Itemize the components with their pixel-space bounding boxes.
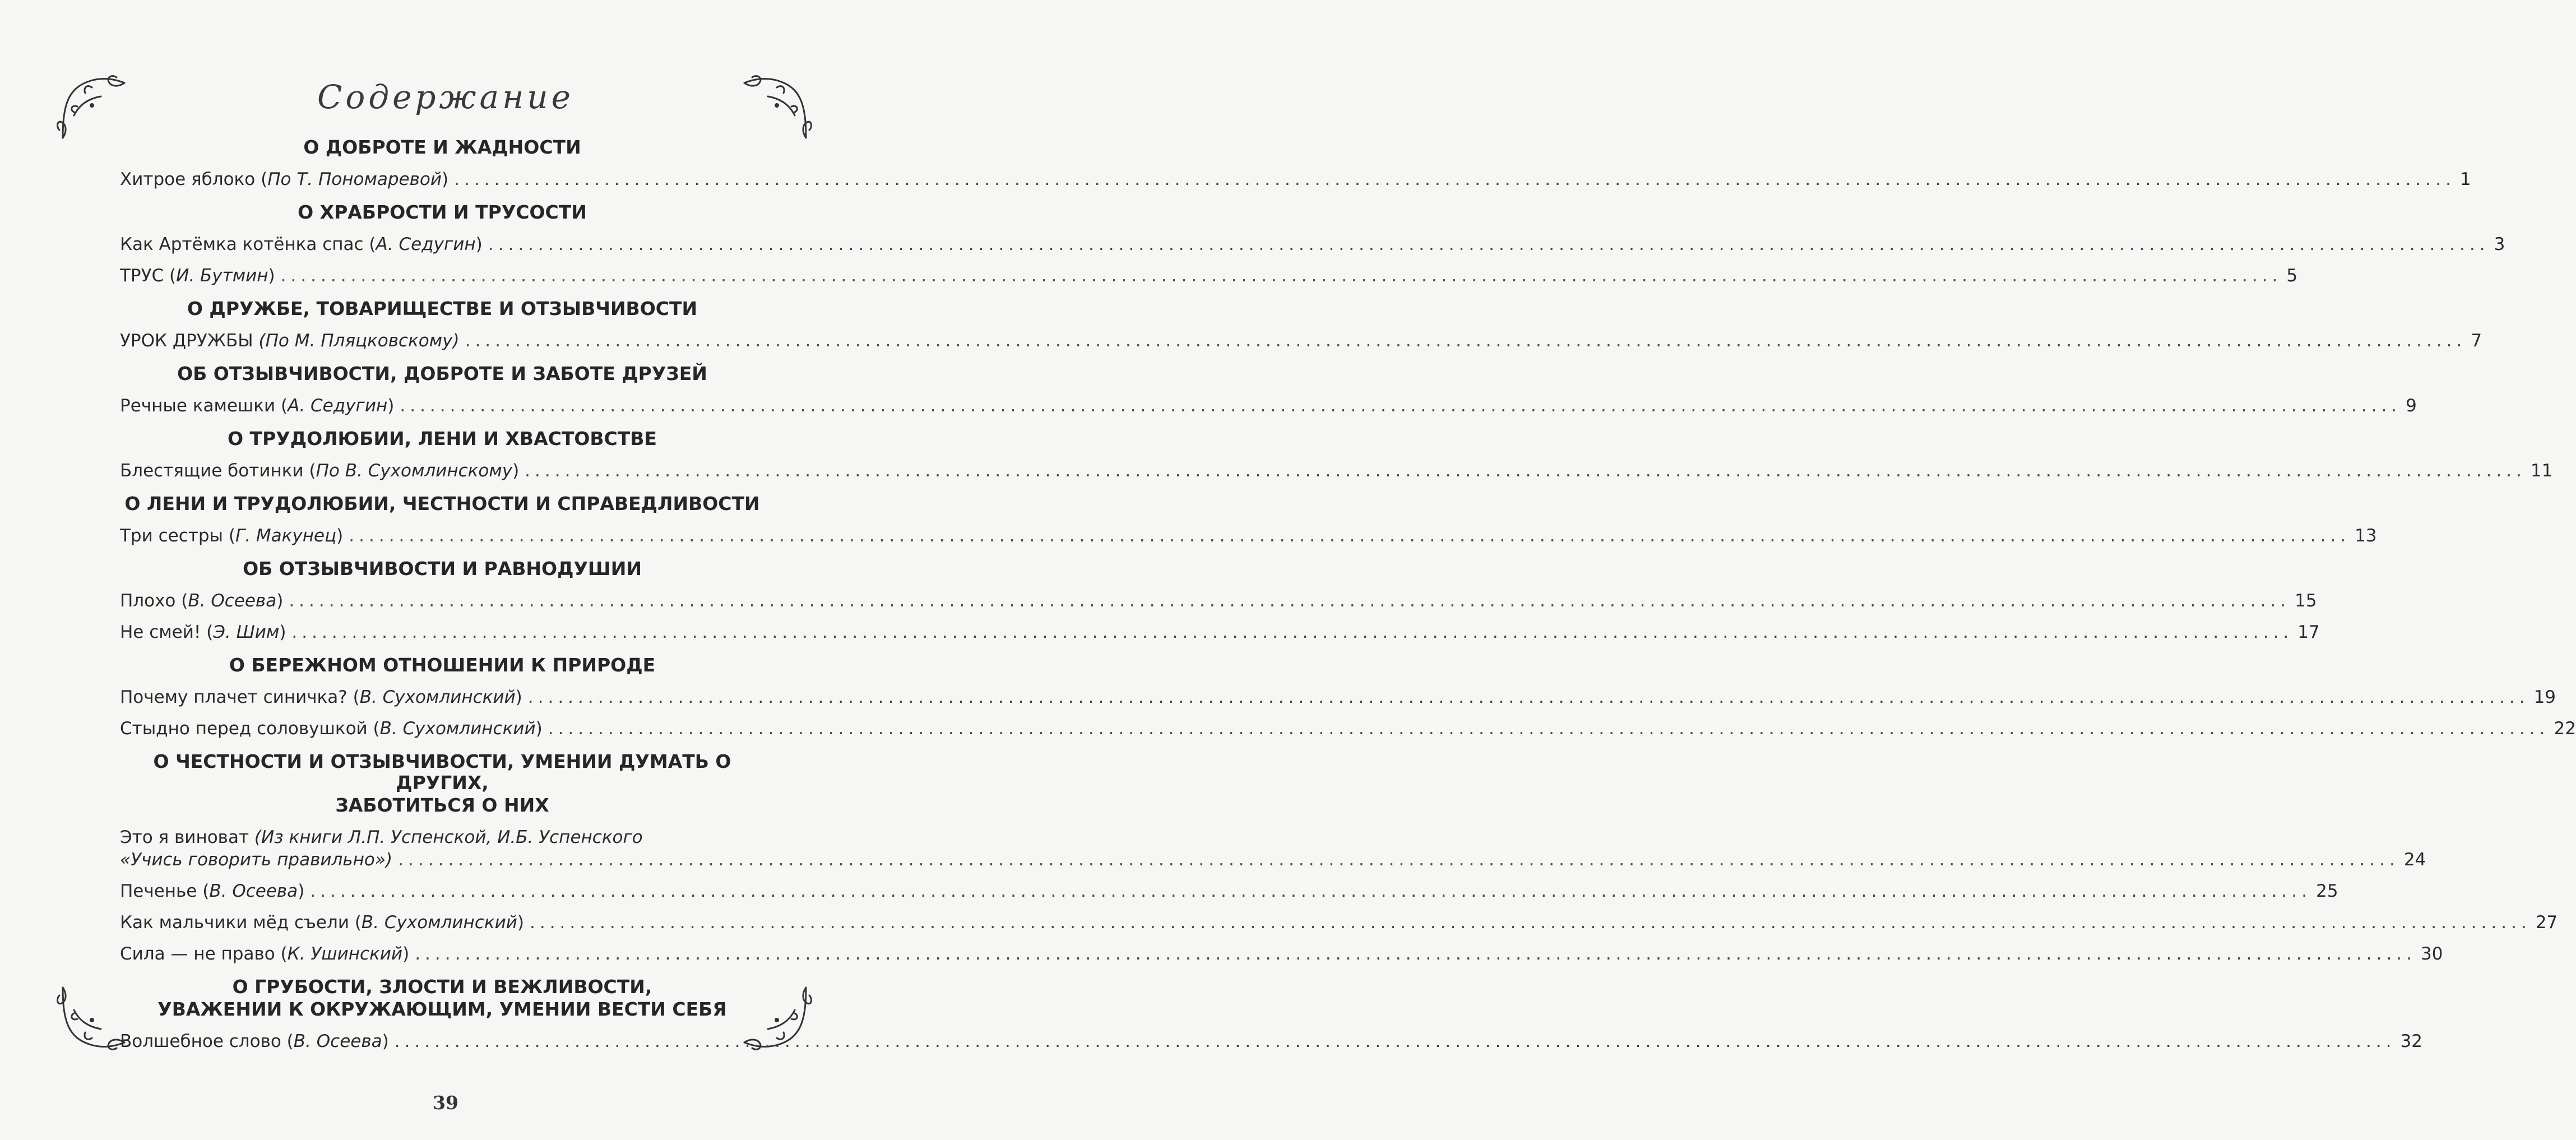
- story-title-close: ): [512, 461, 520, 481]
- story-title: [120, 912, 524, 933]
- section-heading: [120, 298, 765, 319]
- story-title-text: Речные камешки (: [120, 396, 288, 416]
- story-title-close: ): [382, 1031, 389, 1051]
- story-title-close: ): [402, 944, 410, 964]
- section-gap: [120, 286, 765, 289]
- section-heading-line: О ТРУДОЛЮБИИ, ЛЕНИ И ХВАСТОВСТВЕ: [228, 428, 657, 449]
- section-heading: [120, 558, 765, 580]
- story-title-close: ): [475, 234, 483, 254]
- story-title: [120, 526, 343, 546]
- toc-entry-line: [120, 850, 2426, 870]
- toc-entry: [120, 687, 2556, 707]
- dot-leader: ........................................................................................................................................................................................................: [398, 850, 2399, 870]
- dot-leader: ........................................................................................................................................................................................................: [530, 912, 2531, 933]
- dot-leader: ........................................................................................................................................................................................................: [454, 169, 2455, 189]
- dot-leader: ........................................................................................................................................................................................................: [310, 881, 2312, 901]
- dot-leader: ........................................................................................................................................................................................................: [289, 591, 2291, 611]
- section-heading-line: О ДОБРОТЕ И ЖАДНОСТИ: [303, 136, 581, 158]
- toc-entry: [120, 944, 2443, 964]
- story-title-close: ): [279, 622, 286, 642]
- dot-leader: ........................................................................................................................................................................................................: [280, 266, 2282, 286]
- section-gap: [120, 642, 765, 646]
- section-heading: [120, 976, 765, 1020]
- story-author: И. Бутмин: [176, 266, 268, 286]
- story-title-close: ): [515, 687, 522, 707]
- page-ref: 25: [2316, 881, 2338, 901]
- story-title-text: Сила — не право (: [120, 944, 288, 964]
- story-title-text: Как мальчики мёд съели (: [120, 912, 362, 933]
- page-ref: 3: [2494, 234, 2505, 254]
- dot-leader: ........................................................................................................................................................................................................: [400, 396, 2402, 416]
- toc-entry: [120, 912, 2558, 933]
- page-ref: 9: [2406, 396, 2417, 416]
- section-heading-line: О ХРАБРОСТИ И ТРУСОСТИ: [298, 201, 587, 223]
- section-heading: [120, 137, 765, 158]
- toc-entry: [120, 526, 2377, 546]
- section-gap: [120, 416, 765, 419]
- section-heading: [120, 493, 765, 515]
- story-author: А. Седугин: [288, 396, 388, 416]
- dot-leader: ........................................................................................................................................................................................................: [465, 331, 2467, 351]
- section-heading-line: ОБ ОТЗЫВЧИВОСТИ, ДОБРОТЕ И ЗАБОТЕ ДРУЗЕЙ: [177, 363, 707, 384]
- story-title-text: Волшебное слово (: [120, 1031, 294, 1051]
- page-ref: 1: [2459, 169, 2471, 189]
- story-title: [120, 169, 448, 189]
- dot-leader: ........................................................................................................................................................................................................: [415, 944, 2417, 964]
- toc-entry: [120, 719, 2576, 739]
- toc-entry: [120, 169, 2471, 189]
- story-author: В. Сухомлинский: [359, 687, 516, 707]
- section-heading-line: О БЕРЕЖНОМ ОТНОШЕНИИ К ПРИРОДЕ: [229, 654, 656, 676]
- story-title: [120, 1031, 389, 1051]
- page-ref: 7: [2471, 331, 2482, 351]
- dot-leader: ........................................................................................................................................................................................................: [349, 526, 2351, 546]
- section-gap: [120, 1051, 765, 1055]
- story-author: (Из книги Л.П. Успенской, И.Б. Успенского: [254, 827, 643, 847]
- story-author: По Т. Пономаревой: [267, 169, 442, 189]
- story-title: [120, 396, 394, 416]
- page-number: 39: [433, 1092, 458, 1114]
- toc-entry-line: [120, 827, 765, 847]
- story-author: В. Сухомлинский: [361, 912, 517, 933]
- toc-entry: [120, 622, 2320, 642]
- dot-leader: ........................................................................................................................................................................................................: [488, 234, 2490, 254]
- story-title: [120, 944, 409, 964]
- section-gap: [120, 546, 765, 549]
- section-heading: [120, 428, 765, 449]
- toc-entry: [120, 827, 2426, 870]
- section-heading: [120, 751, 765, 816]
- dot-leader: ........................................................................................................................................................................................................: [394, 1031, 2396, 1051]
- story-title-text: Блестящие ботинки (: [120, 461, 316, 481]
- toc-entry: [120, 266, 2298, 286]
- story-title-text: Печенье (: [120, 881, 210, 901]
- story-title-close: ): [336, 526, 344, 546]
- story-title: [120, 827, 643, 847]
- story-title-close: ): [387, 396, 395, 416]
- page-ref: 30: [2421, 944, 2443, 964]
- story-title-text: Это я виноват: [120, 827, 254, 847]
- story-author: (По М. Пляцковскому): [258, 331, 460, 351]
- dot-leader: ........................................................................................................................................................................................................: [527, 687, 2529, 707]
- story-author: По В. Сухомлинскому: [316, 461, 513, 481]
- dot-leader: ........................................................................................................................................................................................................: [525, 461, 2526, 481]
- story-author: Э. Шим: [213, 622, 280, 642]
- corner-ornament-bottom-left: [57, 982, 130, 1055]
- table-of-contents: [120, 136, 2576, 1055]
- section-heading-line: О ЧЕСТНОСТИ И ОТЗЫВЧИВОСТИ, УМЕНИИ ДУМАТЬ О ДРУГИХ,: [153, 750, 731, 794]
- story-author: А. Седугин: [376, 234, 476, 254]
- section-heading-line: О ДРУЖБЕ, ТОВАРИЩЕСТВЕ И ОТЗЫВЧИВОСТИ: [187, 298, 698, 319]
- story-author: Г. Макунец: [235, 526, 337, 546]
- story-title-close: ): [442, 169, 449, 189]
- page-ref: 13: [2355, 526, 2377, 546]
- section-heading-line: ОБ ОТЗЫВЧИВОСТИ И РАВНОДУШИИ: [243, 558, 642, 580]
- section-gap: [120, 189, 765, 193]
- section-heading: [120, 363, 765, 384]
- story-title: [120, 266, 275, 286]
- toc-entry: [120, 461, 2553, 481]
- dot-leader: ........................................................................................................................................................................................................: [548, 719, 2550, 739]
- story-title-text: Не смей! (: [120, 622, 214, 642]
- story-title-text: Как Артёмка котёнка спас (: [120, 234, 376, 254]
- toc-entry: [120, 591, 2317, 611]
- page-ref: 32: [2400, 1031, 2422, 1051]
- story-title: [120, 461, 519, 481]
- section-heading-line: О ЛЕНИ И ТРУДОЛЮБИИ, ЧЕСТНОСТИ И СПРАВЕДЛИВОСТИ: [124, 493, 760, 515]
- toc-entry: [120, 396, 2417, 416]
- story-title-close: ): [517, 912, 524, 933]
- section-gap: [120, 481, 765, 484]
- section-heading: [120, 202, 765, 223]
- flourish-icon: [57, 982, 130, 1055]
- story-author: В. Осеева: [209, 881, 298, 901]
- story-title: [120, 881, 304, 901]
- page-ref: 19: [2533, 687, 2556, 707]
- story-title-close: ): [276, 591, 284, 611]
- story-title-text: Стыдно перед соловушкой (: [120, 719, 380, 739]
- section-gap: [120, 739, 765, 742]
- story-source-text: «Учись говорить правильно»): [120, 850, 393, 870]
- story-title-close: ): [535, 719, 543, 739]
- section-gap: [120, 964, 765, 967]
- section-heading-line: ЗАБОТИТЬСЯ О НИХ: [335, 794, 549, 816]
- page-ref: 15: [2295, 591, 2317, 611]
- dot-leader: ........................................................................................................................................................................................................: [291, 622, 2294, 642]
- story-title: [120, 234, 483, 254]
- toc-entry: [120, 881, 2338, 901]
- story-author: В. Сухомлинский: [379, 719, 536, 739]
- toc-entry: [120, 331, 2482, 351]
- page-ref: 17: [2297, 622, 2320, 642]
- toc-entry: [120, 234, 2505, 254]
- page-ref: 5: [2286, 266, 2298, 286]
- story-title: [120, 719, 543, 739]
- story-title: [120, 622, 286, 642]
- page-ref: 24: [2403, 850, 2426, 870]
- toc-entry: [120, 1031, 2422, 1051]
- section-heading: [120, 655, 765, 676]
- page-ref: 22: [2554, 719, 2576, 739]
- story-title-close: ): [298, 881, 305, 901]
- section-heading-line: УВАЖЕНИИ К ОКРУЖАЮЩИМ, УМЕНИИ ВЕСТИ СЕБЯ: [157, 998, 727, 1020]
- story-title-text: ТРУС (: [120, 266, 177, 286]
- story-title-text: Хитрое яблоко (: [120, 169, 268, 189]
- section-heading-line: О ГРУБОСТИ, ЗЛОСТИ И ВЕЖЛИВОСТИ,: [232, 976, 652, 998]
- story-author: В. Осеева: [188, 591, 277, 611]
- story-title-text: Три сестры (: [120, 526, 235, 546]
- story-source: [120, 850, 392, 870]
- story-title: [120, 687, 522, 707]
- section-gap: [120, 351, 765, 354]
- page-title: Содержание: [317, 78, 574, 116]
- story-title-text: Плохо (: [120, 591, 188, 611]
- story-title-text: Почему плачет синичка? (: [120, 687, 360, 707]
- story-title: [120, 331, 460, 351]
- page-ref: 11: [2530, 461, 2553, 481]
- story-title-text: УРОК ДРУЖБЫ: [120, 331, 259, 351]
- story-title: [120, 591, 283, 611]
- story-title-close: ): [268, 266, 275, 286]
- story-author: К. Ушинский: [287, 944, 403, 964]
- story-author: В. Осеева: [293, 1031, 382, 1051]
- page-ref: 27: [2535, 912, 2558, 933]
